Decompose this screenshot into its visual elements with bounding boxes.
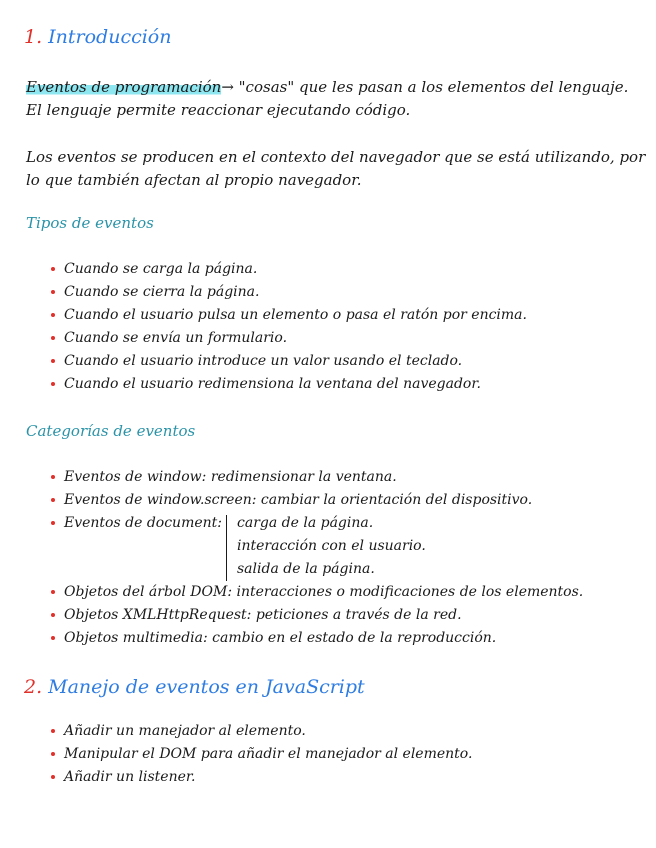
- intro-paragraph: [26, 76, 646, 122]
- handling-list: [50, 720, 472, 789]
- intro-text: "cosas" que les pasan a los elementos del lenguaje. El lenguaje permite reaccionar ejecutando código.: [26, 78, 629, 119]
- list-item: Cuando se carga la página.: [50, 258, 527, 281]
- list-item: Objetos del árbol DOM: interacciones o modificaciones de los elementos.: [50, 581, 583, 604]
- section-number: 2.: [24, 676, 43, 698]
- list-item: Cuando se envía un formulario.: [50, 327, 527, 350]
- list-item: Manipular el DOM para añadir el manejador al elemento.: [50, 743, 472, 766]
- list-item: Eventos de window.screen: cambiar la orientación del dispositivo.: [50, 489, 583, 512]
- document-subitem: interacción con el usuario.: [237, 538, 426, 554]
- section-title: Introducción: [48, 26, 172, 48]
- document-subitem: salida de la página.: [237, 561, 375, 577]
- arrow-glyph: →: [221, 78, 234, 96]
- list-item-document: [50, 512, 583, 581]
- types-list: [50, 258, 527, 396]
- section-title: Manejo de eventos en JavaScript: [48, 676, 365, 698]
- list-item: Añadir un listener.: [50, 766, 472, 789]
- list-item: Objetos multimedia: cambio en el estado de la reproducción.: [50, 627, 583, 650]
- highlighted-term: Eventos de programación: [26, 78, 222, 96]
- section-number: 1.: [24, 26, 43, 48]
- document-subitem: carga de la página.: [237, 515, 374, 531]
- document-events-group: [64, 512, 583, 581]
- document-lead: Eventos de document:: [64, 515, 222, 531]
- context-paragraph: Los eventos se producen en el contexto del navegador que se está utilizando, por lo que también afectan al propio navegador.: [26, 148, 646, 189]
- list-item: Cuando el usuario introduce un valor usando el teclado.: [50, 350, 527, 373]
- list-item: Objetos XMLHttpRequest: peticiones a través de la red.: [50, 604, 583, 627]
- list-item: Cuando se cierra la página.: [50, 281, 527, 304]
- list-item: Eventos de window: redimensionar la ventana.: [50, 466, 583, 489]
- categories-heading: Categorías de eventos: [26, 422, 196, 440]
- list-item: Cuando el usuario redimensiona la ventana del navegador.: [50, 373, 527, 396]
- document-subitems: [237, 512, 426, 581]
- section-1-heading: [24, 26, 171, 48]
- types-heading: Tipos de eventos: [26, 214, 154, 232]
- brace-mark: [226, 515, 231, 581]
- list-item: Cuando el usuario pulsa un elemento o pasa el ratón por encima.: [50, 304, 527, 327]
- list-item: Añadir un manejador al elemento.: [50, 720, 472, 743]
- section-2-heading: [24, 676, 365, 698]
- categories-list: [50, 466, 583, 650]
